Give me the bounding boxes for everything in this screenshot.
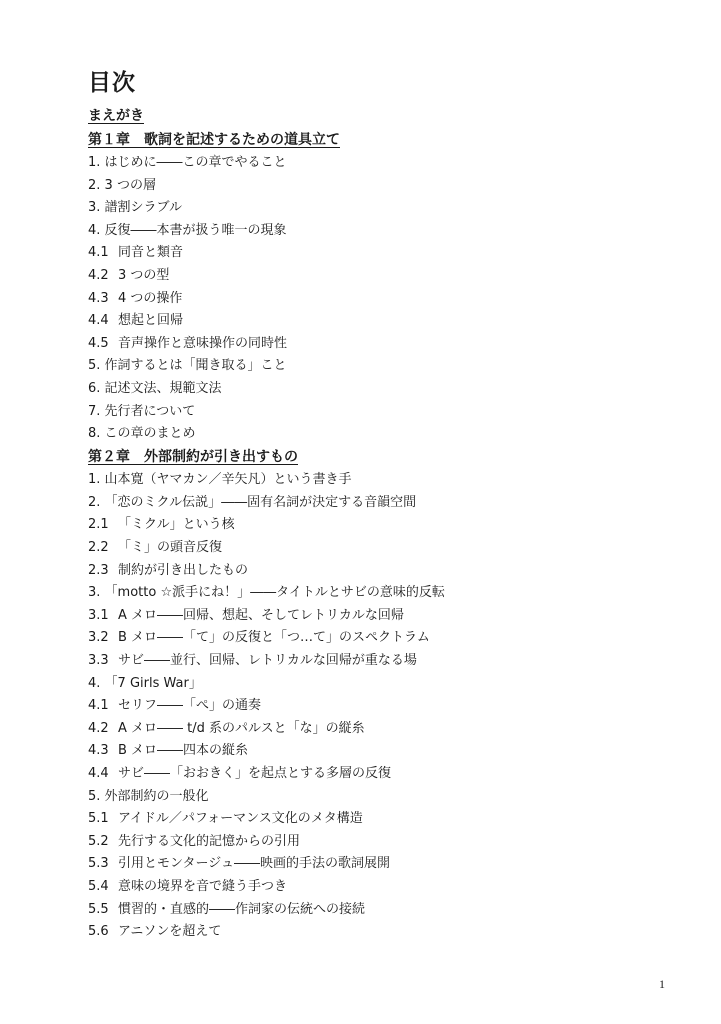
toc-entry-text: 音声操作と意味操作の同時性: [118, 335, 288, 351]
toc-subsection: [88, 695, 688, 718]
toc-subsection: [88, 876, 688, 899]
toc-number: 5.3: [88, 856, 109, 872]
toc-number: 2.1: [88, 517, 109, 533]
table-of-contents: [88, 105, 688, 944]
toc-number: 3.3: [88, 652, 109, 668]
toc-entry-text: はじめに――この章でやること: [104, 155, 287, 170]
toc-entry-text: セリフ――「ぺ」の通奏: [118, 698, 262, 714]
toc-subsection: [88, 242, 688, 265]
toc-number: 4.5: [88, 335, 109, 351]
toc-subsection: [88, 514, 688, 537]
toc-entry-text: 記述文法、規範文法: [104, 380, 222, 396]
toc-number: 5.2: [88, 833, 109, 849]
toc-entry-text: 譜割シラブル: [104, 200, 183, 216]
toc-section: [88, 197, 688, 220]
toc-chapter-heading: [88, 105, 688, 129]
toc-section: [88, 175, 688, 198]
toc-subsection: [88, 831, 688, 854]
toc-section: [88, 423, 688, 446]
toc-subsection: [88, 333, 688, 356]
toc-entry-text: B メロ――四本の縦糸: [118, 743, 249, 759]
toc-section: [88, 378, 688, 401]
toc-number: 2.2: [88, 540, 109, 555]
toc-section: [88, 582, 688, 605]
toc-number: 4.: [88, 222, 101, 238]
toc-entry-text: 先行者について: [104, 403, 196, 419]
toc-entry-text: 山本寛（ヤマカン／辛矢凡）という書き手: [104, 472, 352, 488]
toc-number: 5.: [88, 788, 101, 804]
toc-entry-text: A メロ―― t/d 系のパルスと「な」の縦糸: [118, 720, 365, 736]
toc-number: 2.: [88, 177, 101, 193]
toc-subsection: [88, 265, 688, 288]
toc-chapter-heading: [88, 129, 688, 153]
toc-entry-text: 想起と回帰: [118, 313, 184, 329]
toc-entry-text: 「motto ☆派手にね！」――タイトルとサビの意味的反転: [104, 585, 445, 601]
toc-number: 3.: [88, 585, 101, 601]
toc-number: 4.: [88, 675, 101, 691]
toc-number: 4.1: [88, 245, 109, 261]
toc-number: 5.4: [88, 878, 109, 894]
toc-subsection: [88, 650, 688, 673]
toc-number: 1.: [88, 472, 101, 488]
toc-heading-text: 第２章 外部制約が引き出すもの: [88, 448, 298, 465]
toc-subsection: [88, 627, 688, 650]
toc-entry-text: 意味の境界を音で縫う手つき: [118, 878, 288, 894]
toc-entry-text: 4 つの操作: [118, 290, 183, 306]
toc-section: [88, 220, 688, 243]
toc-subsection: [88, 921, 688, 944]
toc-entry-text: 「恋のミクル伝説」――固有名詞が決定する音韻空間: [104, 494, 417, 510]
toc-number: 5.1: [88, 811, 109, 827]
toc-subsection: [88, 740, 688, 763]
toc-number: 4.2: [88, 267, 109, 283]
toc-number: 6.: [88, 380, 101, 396]
toc-heading-text: まえがき: [88, 108, 144, 124]
toc-entry-text: 3 つの型: [118, 267, 170, 283]
toc-subsection: [88, 605, 688, 628]
page-title: 目次: [88, 70, 136, 96]
toc-subsection: [88, 853, 688, 876]
page-number: 1: [659, 977, 665, 991]
toc-subsection: [88, 560, 688, 583]
toc-entry-text: 同音と類音: [118, 245, 184, 261]
toc-entry-text: 「7 Girls War」: [104, 675, 202, 691]
toc-subsection: [88, 288, 688, 311]
toc-entry-text: サビ――「おおきく」を起点とする多層の反復: [118, 765, 392, 781]
toc-entry-text: 3 つの層: [104, 177, 156, 193]
toc-entry-text: B メロ――「て」の反復と「つ…て」のスペクトラム: [118, 630, 430, 646]
toc-entry-text: 作詞するとは「聞き取る」こと: [104, 358, 287, 374]
toc-number: 4.3: [88, 290, 109, 306]
toc-section: [88, 492, 688, 515]
toc-entry-text: 慣習的・直感的――作詞家の伝統への接続: [118, 901, 366, 917]
toc-number: 3.1: [88, 607, 109, 623]
toc-number: 4.2: [88, 720, 109, 736]
toc-entry-text: 引用とモンタージュ――映画的手法の歌詞展開: [118, 856, 390, 872]
toc-section: [88, 355, 688, 378]
toc-section: [88, 152, 688, 175]
toc-number: 4.1: [88, 698, 109, 714]
toc-entry-text: アニソンを超えて: [118, 924, 222, 940]
toc-entry-text: アイドル／パフォーマンス文化のメタ構造: [118, 811, 363, 827]
toc-number: 4.4: [88, 313, 109, 329]
toc-section: [88, 673, 688, 696]
toc-entry-text: 制約が引き出したもの: [118, 562, 249, 578]
toc-subsection: [88, 718, 688, 741]
toc-chapter-heading: [88, 446, 688, 470]
toc-entry-text: 「ミクル」という核: [118, 517, 235, 533]
toc-number: 5.5: [88, 901, 109, 917]
toc-subsection: [88, 808, 688, 831]
toc-section: [88, 469, 688, 492]
toc-number: 3.: [88, 200, 101, 216]
toc-number: 5.6: [88, 924, 109, 940]
toc-number: 4.3: [88, 743, 109, 759]
toc-entry-text: 先行する文化的記憶からの引用: [118, 833, 301, 849]
toc-subsection: [88, 537, 688, 560]
toc-number: 1.: [88, 155, 101, 170]
toc-subsection: [88, 899, 688, 922]
toc-number: 4.4: [88, 765, 109, 781]
toc-number: 8.: [88, 426, 101, 442]
toc-section: [88, 786, 688, 809]
toc-entry-text: サビ――並行、回帰、レトリカルな回帰が重なる場: [118, 652, 417, 668]
toc-number: 3.2: [88, 630, 109, 646]
toc-entry-text: この章のまとめ: [104, 426, 196, 442]
toc-number: 7.: [88, 403, 101, 419]
toc-number: 2.: [88, 494, 101, 510]
toc-subsection: [88, 763, 688, 786]
toc-subsection: [88, 310, 688, 333]
toc-entry-text: A メロ――回帰、想起、そしてレトリカルな回帰: [118, 607, 404, 623]
toc-entry-text: 外部制約の一般化: [104, 788, 209, 804]
toc-entry-text: 「ミ」の頭音反復: [118, 540, 223, 555]
toc-entry-text: 反復――本書が扱う唯一の現象: [104, 222, 287, 238]
toc-number: 2.3: [88, 562, 109, 578]
toc-section: [88, 401, 688, 424]
toc-heading-text: 第１章 歌詞を記述するための道具立て: [88, 131, 340, 148]
toc-number: 5.: [88, 358, 101, 374]
